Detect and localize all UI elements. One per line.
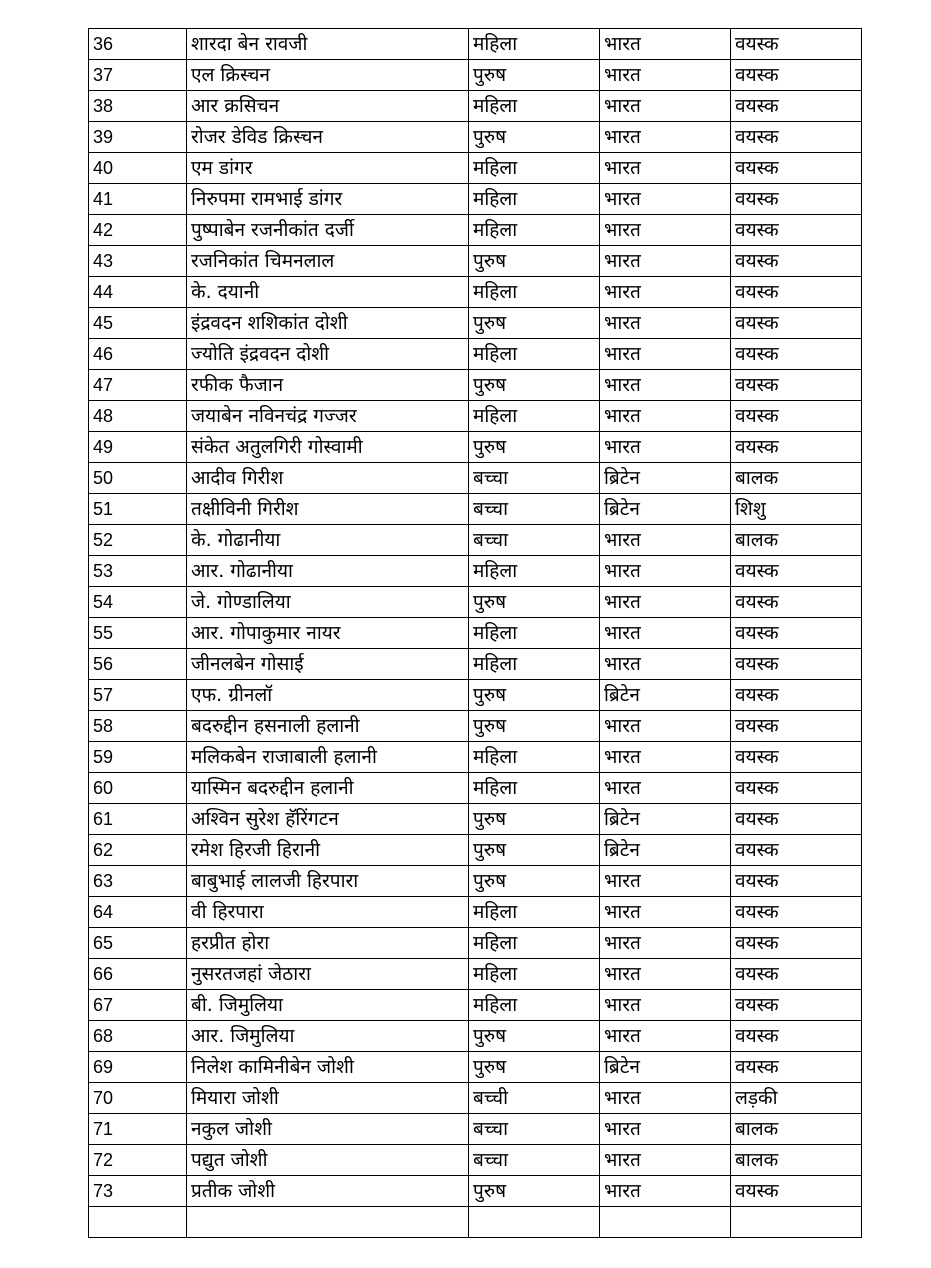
nationality-cell: भारत (600, 246, 731, 277)
table-row (89, 835, 862, 866)
nationality-cell: भारत (600, 649, 731, 680)
table-row (89, 401, 862, 432)
serial-number-cell: 46 (89, 339, 187, 370)
table-row (89, 959, 862, 990)
name-cell: बी. जिमुलिया (187, 990, 469, 1021)
name-cell: आर. जिमुलिया (187, 1021, 469, 1052)
passenger-table (88, 28, 862, 1238)
name-cell: जीनलबेन गोसाई (187, 649, 469, 680)
gender-cell: महिला (469, 91, 600, 122)
gender-cell: बच्ची (469, 1083, 600, 1114)
table-footer (89, 1207, 862, 1238)
serial-number-cell: 52 (89, 525, 187, 556)
gender-cell: महिला (469, 184, 600, 215)
age-group-cell: वयस्क (731, 649, 862, 680)
nationality-cell: भारत (600, 618, 731, 649)
serial-number-cell: 53 (89, 556, 187, 587)
table-row (89, 153, 862, 184)
table-row (89, 246, 862, 277)
gender-cell: पुरुष (469, 866, 600, 897)
name-cell: एल क्रिस्चन (187, 60, 469, 91)
serial-number-cell: 57 (89, 680, 187, 711)
table-row (89, 804, 862, 835)
nationality-cell: भारत (600, 1145, 731, 1176)
table-row (89, 649, 862, 680)
age-group-cell: वयस्क (731, 401, 862, 432)
table-row (89, 60, 862, 91)
gender-cell: महिला (469, 556, 600, 587)
age-group-cell: बालक (731, 1114, 862, 1145)
name-cell: संकेत अतुलगिरी गोस्वामी (187, 432, 469, 463)
serial-number-cell: 54 (89, 587, 187, 618)
age-group-cell: वयस्क (731, 928, 862, 959)
age-group-cell: वयस्क (731, 432, 862, 463)
name-cell: इंद्रवदन शशिकांत दोशी (187, 308, 469, 339)
table-row (89, 308, 862, 339)
gender-cell: महिला (469, 277, 600, 308)
serial-number-cell: 41 (89, 184, 187, 215)
serial-number-cell: 73 (89, 1176, 187, 1207)
age-group-cell: वयस्क (731, 91, 862, 122)
age-group-cell: वयस्क (731, 1021, 862, 1052)
nationality-cell: भारत (600, 184, 731, 215)
nationality-cell: भारत (600, 277, 731, 308)
nationality-cell: ब्रिटेन (600, 804, 731, 835)
nationality-cell: भारत (600, 1083, 731, 1114)
empty-row (89, 1207, 862, 1238)
gender-cell: पुरुष (469, 680, 600, 711)
age-group-cell: वयस्क (731, 60, 862, 91)
table-row (89, 215, 862, 246)
name-cell: प्रतीक जोशी (187, 1176, 469, 1207)
gender-cell: बच्चा (469, 525, 600, 556)
age-group-cell: वयस्क (731, 959, 862, 990)
gender-cell: पुरुष (469, 370, 600, 401)
name-cell: जे. गोण्डालिया (187, 587, 469, 618)
nationality-cell: भारत (600, 525, 731, 556)
gender-cell: पुरुष (469, 835, 600, 866)
gender-cell: महिला (469, 401, 600, 432)
table-row (89, 680, 862, 711)
serial-number-cell: 36 (89, 29, 187, 60)
name-cell: आर. गोढानीया (187, 556, 469, 587)
age-group-cell: वयस्क (731, 990, 862, 1021)
name-cell: नकुल जोशी (187, 1114, 469, 1145)
name-cell: पुष्पाबेन रजनीकांत दर्जी (187, 215, 469, 246)
nationality-cell: भारत (600, 1021, 731, 1052)
nationality-cell: भारत (600, 773, 731, 804)
serial-number-cell: 70 (89, 1083, 187, 1114)
age-group-cell: वयस्क (731, 308, 862, 339)
table-row (89, 1021, 862, 1052)
gender-cell: बच्चा (469, 494, 600, 525)
serial-number-cell: 72 (89, 1145, 187, 1176)
serial-number-cell: 50 (89, 463, 187, 494)
nationality-cell: भारत (600, 711, 731, 742)
nationality-cell: भारत (600, 556, 731, 587)
age-group-cell: वयस्क (731, 29, 862, 60)
table-row (89, 1114, 862, 1145)
serial-number-cell: 59 (89, 742, 187, 773)
table-row (89, 773, 862, 804)
table-row (89, 866, 862, 897)
empty-cell (187, 1207, 469, 1238)
gender-cell: महिला (469, 215, 600, 246)
age-group-cell: वयस्क (731, 897, 862, 928)
age-group-cell: वयस्क (731, 1176, 862, 1207)
age-group-cell: वयस्क (731, 866, 862, 897)
empty-cell (600, 1207, 731, 1238)
nationality-cell: भारत (600, 928, 731, 959)
gender-cell: महिला (469, 990, 600, 1021)
nationality-cell: भारत (600, 990, 731, 1021)
age-group-cell: वयस्क (731, 742, 862, 773)
age-group-cell: वयस्क (731, 835, 862, 866)
table-row (89, 1145, 862, 1176)
name-cell: रफीक फैजान (187, 370, 469, 401)
nationality-cell: भारत (600, 401, 731, 432)
age-group-cell: वयस्क (731, 711, 862, 742)
nationality-cell: भारत (600, 339, 731, 370)
age-group-cell: वयस्क (731, 804, 862, 835)
age-group-cell: बालक (731, 1145, 862, 1176)
age-group-cell: बालक (731, 463, 862, 494)
gender-cell: पुरुष (469, 1176, 600, 1207)
table-row (89, 1176, 862, 1207)
table-row (89, 494, 862, 525)
table-body (89, 29, 862, 1207)
serial-number-cell: 62 (89, 835, 187, 866)
name-cell: वी हिरपारा (187, 897, 469, 928)
age-group-cell: लड़की (731, 1083, 862, 1114)
table-row (89, 91, 862, 122)
serial-number-cell: 45 (89, 308, 187, 339)
gender-cell: महिला (469, 649, 600, 680)
table-row (89, 990, 862, 1021)
serial-number-cell: 38 (89, 91, 187, 122)
nationality-cell: भारत (600, 897, 731, 928)
age-group-cell: वयस्क (731, 246, 862, 277)
name-cell: एम डांगर (187, 153, 469, 184)
name-cell: तक्षीविनी गिरीश (187, 494, 469, 525)
table-row (89, 122, 862, 153)
name-cell: एफ. ग्रीनलॉ (187, 680, 469, 711)
serial-number-cell: 49 (89, 432, 187, 463)
table-row (89, 587, 862, 618)
name-cell: यास्मिन बदरुद्दीन हलानी (187, 773, 469, 804)
age-group-cell: वयस्क (731, 680, 862, 711)
nationality-cell: भारत (600, 29, 731, 60)
nationality-cell: भारत (600, 308, 731, 339)
name-cell: निलेश कामिनीबेन जोशी (187, 1052, 469, 1083)
nationality-cell: भारत (600, 370, 731, 401)
gender-cell: महिला (469, 773, 600, 804)
gender-cell: महिला (469, 29, 600, 60)
gender-cell: महिला (469, 959, 600, 990)
nationality-cell: भारत (600, 1176, 731, 1207)
table-row (89, 339, 862, 370)
gender-cell: पुरुष (469, 587, 600, 618)
gender-cell: पुरुष (469, 711, 600, 742)
gender-cell: महिला (469, 339, 600, 370)
name-cell: जयाबेन नविनचंद्र गज्जर (187, 401, 469, 432)
name-cell: मियारा जोशी (187, 1083, 469, 1114)
table-row (89, 277, 862, 308)
empty-cell (731, 1207, 862, 1238)
nationality-cell: ब्रिटेन (600, 494, 731, 525)
gender-cell: बच्चा (469, 1145, 600, 1176)
nationality-cell: भारत (600, 432, 731, 463)
table-row (89, 463, 862, 494)
name-cell: रोजर डेविड क्रिस्चन (187, 122, 469, 153)
nationality-cell: भारत (600, 153, 731, 184)
nationality-cell: भारत (600, 60, 731, 91)
age-group-cell: वयस्क (731, 184, 862, 215)
nationality-cell: ब्रिटेन (600, 1052, 731, 1083)
serial-number-cell: 65 (89, 928, 187, 959)
serial-number-cell: 47 (89, 370, 187, 401)
age-group-cell: वयस्क (731, 215, 862, 246)
name-cell: अश्विन सुरेश हॅरिंगटन (187, 804, 469, 835)
name-cell: आर. गोपाकुमार नायर (187, 618, 469, 649)
nationality-cell: ब्रिटेन (600, 680, 731, 711)
nationality-cell: ब्रिटेन (600, 463, 731, 494)
table-row (89, 525, 862, 556)
gender-cell: पुरुष (469, 432, 600, 463)
name-cell: ज्योति इंद्रवदन दोशी (187, 339, 469, 370)
serial-number-cell: 64 (89, 897, 187, 928)
age-group-cell: वयस्क (731, 277, 862, 308)
age-group-cell: बालक (731, 525, 862, 556)
name-cell: रमेश हिरजी हिरानी (187, 835, 469, 866)
nationality-cell: भारत (600, 122, 731, 153)
serial-number-cell: 44 (89, 277, 187, 308)
table-row (89, 432, 862, 463)
table-row (89, 928, 862, 959)
gender-cell: पुरुष (469, 60, 600, 91)
age-group-cell: वयस्क (731, 370, 862, 401)
serial-number-cell: 61 (89, 804, 187, 835)
name-cell: नुसरतजहां जेठारा (187, 959, 469, 990)
gender-cell: महिला (469, 928, 600, 959)
serial-number-cell: 43 (89, 246, 187, 277)
gender-cell: महिला (469, 153, 600, 184)
table-row (89, 184, 862, 215)
gender-cell: महिला (469, 742, 600, 773)
serial-number-cell: 55 (89, 618, 187, 649)
name-cell: पद्युत जोशी (187, 1145, 469, 1176)
serial-number-cell: 42 (89, 215, 187, 246)
table-row (89, 370, 862, 401)
serial-number-cell: 56 (89, 649, 187, 680)
name-cell: मलिकबेन राजाबाली हलानी (187, 742, 469, 773)
gender-cell: पुरुष (469, 122, 600, 153)
age-group-cell: वयस्क (731, 122, 862, 153)
table-row (89, 1052, 862, 1083)
age-group-cell: शिशु (731, 494, 862, 525)
age-group-cell: वयस्क (731, 1052, 862, 1083)
serial-number-cell: 40 (89, 153, 187, 184)
name-cell: के. गोढानीया (187, 525, 469, 556)
serial-number-cell: 63 (89, 866, 187, 897)
gender-cell: महिला (469, 897, 600, 928)
serial-number-cell: 39 (89, 122, 187, 153)
table-row (89, 711, 862, 742)
empty-cell (89, 1207, 187, 1238)
table-row (89, 742, 862, 773)
table-row (89, 556, 862, 587)
gender-cell: बच्चा (469, 1114, 600, 1145)
serial-number-cell: 60 (89, 773, 187, 804)
age-group-cell: वयस्क (731, 339, 862, 370)
table-row (89, 1083, 862, 1114)
name-cell: आर क्रसिचन (187, 91, 469, 122)
age-group-cell: वयस्क (731, 153, 862, 184)
gender-cell: पुरुष (469, 308, 600, 339)
nationality-cell: भारत (600, 866, 731, 897)
nationality-cell: ब्रिटेन (600, 835, 731, 866)
name-cell: रजनिकांत चिमनलाल (187, 246, 469, 277)
serial-number-cell: 68 (89, 1021, 187, 1052)
nationality-cell: भारत (600, 959, 731, 990)
nationality-cell: भारत (600, 215, 731, 246)
age-group-cell: वयस्क (731, 773, 862, 804)
age-group-cell: वयस्क (731, 556, 862, 587)
gender-cell: पुरुष (469, 246, 600, 277)
serial-number-cell: 71 (89, 1114, 187, 1145)
serial-number-cell: 67 (89, 990, 187, 1021)
name-cell: हरप्रीत होरा (187, 928, 469, 959)
serial-number-cell: 69 (89, 1052, 187, 1083)
nationality-cell: भारत (600, 1114, 731, 1145)
serial-number-cell: 37 (89, 60, 187, 91)
serial-number-cell: 58 (89, 711, 187, 742)
name-cell: बदरुद्दीन हसनाली हलानी (187, 711, 469, 742)
age-group-cell: वयस्क (731, 618, 862, 649)
table-row (89, 29, 862, 60)
serial-number-cell: 51 (89, 494, 187, 525)
name-cell: शारदा बेन रावजी (187, 29, 469, 60)
name-cell: के. दयानी (187, 277, 469, 308)
name-cell: निरुपमा रामभाई डांगर (187, 184, 469, 215)
nationality-cell: भारत (600, 587, 731, 618)
empty-cell (469, 1207, 600, 1238)
name-cell: बाबुभाई लालजी हिरपारा (187, 866, 469, 897)
gender-cell: महिला (469, 618, 600, 649)
table-row (89, 897, 862, 928)
gender-cell: पुरुष (469, 1052, 600, 1083)
serial-number-cell: 48 (89, 401, 187, 432)
nationality-cell: भारत (600, 91, 731, 122)
age-group-cell: वयस्क (731, 587, 862, 618)
nationality-cell: भारत (600, 742, 731, 773)
table-row (89, 618, 862, 649)
name-cell: आदीव गिरीश (187, 463, 469, 494)
gender-cell: पुरुष (469, 1021, 600, 1052)
gender-cell: बच्चा (469, 463, 600, 494)
serial-number-cell: 66 (89, 959, 187, 990)
gender-cell: पुरुष (469, 804, 600, 835)
